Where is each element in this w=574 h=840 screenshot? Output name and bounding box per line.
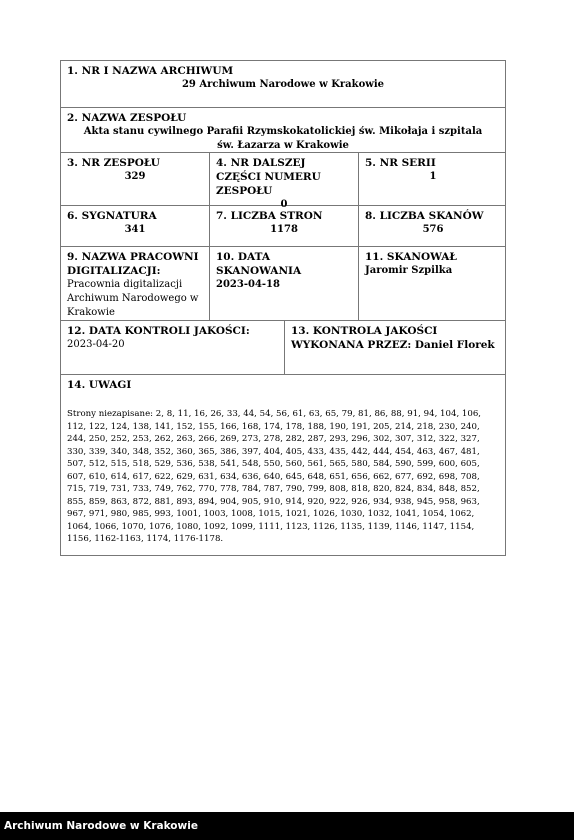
row-quality bbox=[61, 321, 505, 375]
scan-date-value: 2023-04-18 bbox=[216, 279, 280, 290]
cell-scan-date bbox=[209, 247, 358, 320]
scanned-by-value: Jaromir Szpilka bbox=[365, 265, 453, 276]
qc-date-label: 12. DATA KONTROLI JAKOŚCI: bbox=[67, 325, 250, 337]
fonds-name-label: 2. NAZWA ZESPOŁU bbox=[67, 112, 187, 124]
cell-series bbox=[358, 153, 507, 205]
cell-fonds-number bbox=[61, 153, 209, 205]
cell-fonds-name bbox=[61, 108, 505, 152]
scan-count-label: 8. LICZBA SKANÓW bbox=[365, 210, 484, 222]
notes-label: 14. UWAGI bbox=[67, 379, 132, 391]
row-signature bbox=[61, 206, 505, 247]
cell-scanned-by bbox=[358, 247, 507, 320]
fonds-part-value: 0 bbox=[280, 199, 288, 210]
signature-value: 341 bbox=[124, 224, 146, 235]
cell-archive bbox=[61, 61, 505, 107]
cell-qc-date bbox=[61, 321, 284, 374]
fonds-name-value: Akta stanu cywilnego Parafii Rzymskokatolickiej św. Mikołaja i szpitala św. Łazarza w Krakowie bbox=[83, 126, 483, 151]
qc-by-label: 13. KONTROLA JAKOŚCI WYKONANA PRZEZ: Daniel Florek bbox=[291, 325, 495, 351]
archive-value: 29 Archiwum Narodowe w Krakowie bbox=[181, 79, 385, 90]
lab-label: 9. NAZWA PRACOWNI DIGITALIZACJI: bbox=[67, 251, 199, 277]
row-archive bbox=[61, 61, 505, 108]
scanned-by-label: 11. SKANOWAŁ bbox=[365, 251, 457, 263]
row-fonds-name bbox=[61, 108, 505, 153]
cell-notes bbox=[61, 375, 505, 555]
row-notes bbox=[61, 375, 505, 555]
row-fonds-numbers bbox=[61, 153, 505, 210]
page-count-label: 7. LICZBA STRON bbox=[216, 210, 323, 222]
fonds-number-value: 329 bbox=[124, 171, 146, 182]
qc-date-value: 2023-04-20 bbox=[67, 339, 125, 350]
cell-fonds-part bbox=[209, 153, 358, 210]
footer-archive-name: Archiwum Narodowe w Krakowie bbox=[0, 812, 574, 840]
cell-lab bbox=[61, 247, 209, 320]
fonds-part-label: 4. NR DALSZEJ CZĘŚCI NUMERU ZESPOŁU bbox=[216, 157, 321, 197]
signature-label: 6. SYGNATURA bbox=[67, 210, 157, 222]
row-digitization bbox=[61, 247, 505, 321]
notes-text: Strony niezapisane: 2, 8, 11, 16, 26, 33, 44, 54, 56, 61, 63, 65, 79, 81, 86, 88, 91, 94, 104, 106, 112, 122, 124, 138, 141, 152, 155, 166, 168, 174, 178, 188, 190, 191, 205, 214, 218, 230, 240, 244, 250, 252, 253, 262, 263, 266, 269, 273, 278, 282, 287, 293, 296, 302, 307, 312, 322, 327, 330, 339, 340, 348, 352, 360, 365, 386, 397, 404, 405, 433, 435, 442, 444, 454, 463, 467, 481, 507, 512, 515, 518, 529, 536, 538, 541, 548, 550, 560, 561, 565, 580, 584, 590, 599, 600, 605, 607, 610, 614, 617, 622, 629, 631, 634, 636, 640, 645, 648, 651, 656, 662, 677, 692, 698, 708, 715, 719, 731, 733, 749, 762, 770, 778, 784, 787, 790, 799, 808, 818, 820, 824, 834, 848, 852, 855, 859, 863, 872, 881, 893, 894, 904, 905, 910, 914, 920, 922, 926, 934, 938, 945, 958, 963, 967, 971, 980, 985, 993, 1001, 1003, 1008, 1015, 1021, 1026, 1030, 1032, 1041, 1054, 1062, 1064, 1066, 1070, 1076, 1080, 1092, 1099, 1111, 1123, 1126, 1135, 1139, 1146, 1147, 1154, 1156, 1162-1163, 1174, 1176-1178. bbox=[67, 409, 482, 544]
page-count-value: 1178 bbox=[270, 224, 298, 235]
scan-count-value: 576 bbox=[422, 224, 444, 235]
fonds-number-label: 3. NR ZESPOŁU bbox=[67, 157, 160, 169]
cell-signature bbox=[61, 206, 209, 246]
cell-qc-by bbox=[284, 321, 507, 374]
cell-page-count bbox=[209, 206, 358, 246]
archive-form bbox=[60, 60, 506, 556]
series-value: 1 bbox=[429, 171, 437, 182]
archive-label: 1. NR I NAZWA ARCHIWUM bbox=[67, 65, 234, 77]
lab-value: Pracownia digitalizacji Archiwum Narodowego w Krakowie bbox=[67, 279, 199, 318]
cell-scan-count bbox=[358, 206, 507, 246]
scan-date-label: 10. DATA SKANOWANIA bbox=[216, 251, 302, 277]
series-label: 5. NR SERII bbox=[365, 157, 436, 169]
